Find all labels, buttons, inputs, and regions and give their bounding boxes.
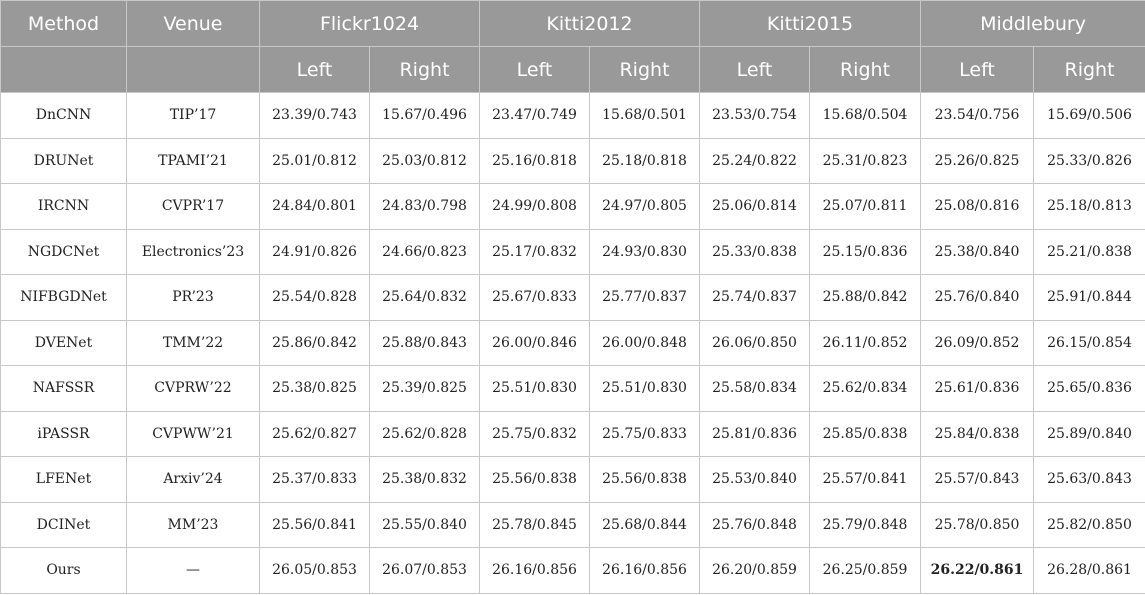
- value-cell: 25.74/0.837: [700, 275, 810, 321]
- value-cell: 25.76/0.840: [921, 275, 1034, 321]
- value-cell: 25.18/0.813: [1034, 184, 1145, 230]
- venue-cell: MM’23: [127, 502, 260, 548]
- header-left: Left: [700, 47, 810, 93]
- value-cell: 26.06/0.850: [700, 320, 810, 366]
- value-cell: 26.16/0.856: [480, 548, 590, 594]
- value-cell: 25.31/0.823: [810, 138, 921, 184]
- value-cell: 26.00/0.848: [590, 320, 700, 366]
- method-cell: Ours: [1, 548, 127, 594]
- value-cell: 26.22/0.861: [921, 548, 1034, 594]
- header-left: Left: [921, 47, 1034, 93]
- method-cell: DRUNet: [1, 138, 127, 184]
- value-cell: 25.51/0.830: [590, 366, 700, 412]
- value-cell: 25.15/0.836: [810, 229, 921, 275]
- value-cell: 25.67/0.833: [480, 275, 590, 321]
- table-row: [1, 548, 1145, 594]
- value-cell: 23.54/0.756: [921, 93, 1034, 139]
- value-cell: 25.78/0.845: [480, 502, 590, 548]
- value-cell: 25.62/0.828: [370, 411, 480, 457]
- venue-cell: Electronics’23: [127, 229, 260, 275]
- value-cell: 25.38/0.825: [260, 366, 370, 412]
- value-cell: 25.56/0.838: [590, 457, 700, 503]
- value-cell: 25.58/0.834: [700, 366, 810, 412]
- header-row-2: [1, 47, 1145, 93]
- value-cell: 25.01/0.812: [260, 138, 370, 184]
- value-cell: 15.68/0.501: [590, 93, 700, 139]
- value-cell: 25.51/0.830: [480, 366, 590, 412]
- venue-cell: TPAMI’21: [127, 138, 260, 184]
- value-cell: 26.20/0.859: [700, 548, 810, 594]
- method-cell: DnCNN: [1, 93, 127, 139]
- value-cell: 24.91/0.826: [260, 229, 370, 275]
- value-cell: 25.08/0.816: [921, 184, 1034, 230]
- value-cell: 23.53/0.754: [700, 93, 810, 139]
- venue-cell: CVPR’17: [127, 184, 260, 230]
- value-cell: 25.26/0.825: [921, 138, 1034, 184]
- value-cell: 15.68/0.504: [810, 93, 921, 139]
- header-dataset-middlebury: Middlebury: [921, 1, 1145, 47]
- venue-cell: PR’23: [127, 275, 260, 321]
- header-row-1: [1, 1, 1145, 47]
- venue-cell: TMM’22: [127, 320, 260, 366]
- value-cell: 25.77/0.837: [590, 275, 700, 321]
- value-cell: 25.84/0.838: [921, 411, 1034, 457]
- header-venue: Venue: [127, 1, 260, 47]
- value-cell: 25.81/0.836: [700, 411, 810, 457]
- venue-cell: —: [127, 548, 260, 594]
- header-right: Right: [590, 47, 700, 93]
- value-cell: 25.54/0.828: [260, 275, 370, 321]
- method-cell: NGDCNet: [1, 229, 127, 275]
- value-cell: 25.89/0.840: [1034, 411, 1145, 457]
- value-cell: 24.93/0.830: [590, 229, 700, 275]
- venue-cell: TIP’17: [127, 93, 260, 139]
- header-empty: [1, 47, 127, 93]
- header-right: Right: [370, 47, 480, 93]
- value-cell: 24.99/0.808: [480, 184, 590, 230]
- value-cell: 25.79/0.848: [810, 502, 921, 548]
- header-dataset-flickr1024: Flickr1024: [260, 1, 480, 47]
- table-row: [1, 138, 1145, 184]
- value-cell: 25.64/0.832: [370, 275, 480, 321]
- value-cell: 25.91/0.844: [1034, 275, 1145, 321]
- value-cell: 25.88/0.843: [370, 320, 480, 366]
- value-cell: 26.28/0.861: [1034, 548, 1145, 594]
- value-cell: 25.38/0.832: [370, 457, 480, 503]
- value-cell: 25.75/0.832: [480, 411, 590, 457]
- value-cell: 25.63/0.843: [1034, 457, 1145, 503]
- value-cell: 25.16/0.818: [480, 138, 590, 184]
- value-cell: 25.56/0.841: [260, 502, 370, 548]
- header-method: Method: [1, 1, 127, 47]
- value-cell: 26.25/0.859: [810, 548, 921, 594]
- value-cell: 25.62/0.834: [810, 366, 921, 412]
- value-cell: 25.06/0.814: [700, 184, 810, 230]
- table-row: [1, 502, 1145, 548]
- header-dataset-kitti2015: Kitti2015: [700, 1, 921, 47]
- value-cell: 25.53/0.840: [700, 457, 810, 503]
- value-cell: 26.00/0.846: [480, 320, 590, 366]
- value-cell: 24.97/0.805: [590, 184, 700, 230]
- value-cell: 25.55/0.840: [370, 502, 480, 548]
- header-right: Right: [810, 47, 921, 93]
- value-cell: 23.47/0.749: [480, 93, 590, 139]
- value-cell: 25.61/0.836: [921, 366, 1034, 412]
- header-left: Left: [260, 47, 370, 93]
- header-right: Right: [1034, 47, 1145, 93]
- value-cell: 25.62/0.827: [260, 411, 370, 457]
- method-cell: IRCNN: [1, 184, 127, 230]
- table-row: [1, 184, 1145, 230]
- header-empty: [127, 47, 260, 93]
- value-cell: 25.57/0.841: [810, 457, 921, 503]
- table-row: [1, 366, 1145, 412]
- value-cell: 25.68/0.844: [590, 502, 700, 548]
- value-cell: 25.57/0.843: [921, 457, 1034, 503]
- value-cell: 26.05/0.853: [260, 548, 370, 594]
- value-cell: 25.18/0.818: [590, 138, 700, 184]
- method-cell: DVENet: [1, 320, 127, 366]
- value-cell: 25.03/0.812: [370, 138, 480, 184]
- method-cell: DCINet: [1, 502, 127, 548]
- value-cell: 25.86/0.842: [260, 320, 370, 366]
- table-row: [1, 93, 1145, 139]
- value-cell: 24.84/0.801: [260, 184, 370, 230]
- method-cell: iPASSR: [1, 411, 127, 457]
- table-row: [1, 457, 1145, 503]
- value-cell: 25.85/0.838: [810, 411, 921, 457]
- value-cell: 25.33/0.826: [1034, 138, 1145, 184]
- value-cell: 26.09/0.852: [921, 320, 1034, 366]
- value-cell: 25.65/0.836: [1034, 366, 1145, 412]
- value-cell: 25.24/0.822: [700, 138, 810, 184]
- value-cell: 26.11/0.852: [810, 320, 921, 366]
- method-cell: NAFSSR: [1, 366, 127, 412]
- value-cell: 26.15/0.854: [1034, 320, 1145, 366]
- value-cell: 15.69/0.506: [1034, 93, 1145, 139]
- value-cell: 26.16/0.856: [590, 548, 700, 594]
- value-cell: 25.56/0.838: [480, 457, 590, 503]
- value-cell: 25.38/0.840: [921, 229, 1034, 275]
- method-cell: LFENet: [1, 457, 127, 503]
- value-cell: 25.76/0.848: [700, 502, 810, 548]
- table-body: [1, 93, 1145, 594]
- value-cell: 25.07/0.811: [810, 184, 921, 230]
- value-cell: 25.39/0.825: [370, 366, 480, 412]
- header-left: Left: [480, 47, 590, 93]
- value-cell: 25.75/0.833: [590, 411, 700, 457]
- value-cell: 24.83/0.798: [370, 184, 480, 230]
- table-row: [1, 411, 1145, 457]
- venue-cell: CVPRW’22: [127, 366, 260, 412]
- table-row: [1, 320, 1145, 366]
- value-cell: 25.21/0.838: [1034, 229, 1145, 275]
- header-dataset-kitti2012: Kitti2012: [480, 1, 700, 47]
- value-cell: 25.17/0.832: [480, 229, 590, 275]
- method-cell: NIFBGDNet: [1, 275, 127, 321]
- value-cell: 25.82/0.850: [1034, 502, 1145, 548]
- table-row: [1, 229, 1145, 275]
- value-cell: 15.67/0.496: [370, 93, 480, 139]
- value-cell: 24.66/0.823: [370, 229, 480, 275]
- value-cell: 25.33/0.838: [700, 229, 810, 275]
- venue-cell: CVPWW’21: [127, 411, 260, 457]
- table-row: [1, 275, 1145, 321]
- venue-cell: Arxiv’24: [127, 457, 260, 503]
- value-cell: 25.88/0.842: [810, 275, 921, 321]
- value-cell: 23.39/0.743: [260, 93, 370, 139]
- value-cell: 25.78/0.850: [921, 502, 1034, 548]
- value-cell: 25.37/0.833: [260, 457, 370, 503]
- value-cell: 26.07/0.853: [370, 548, 480, 594]
